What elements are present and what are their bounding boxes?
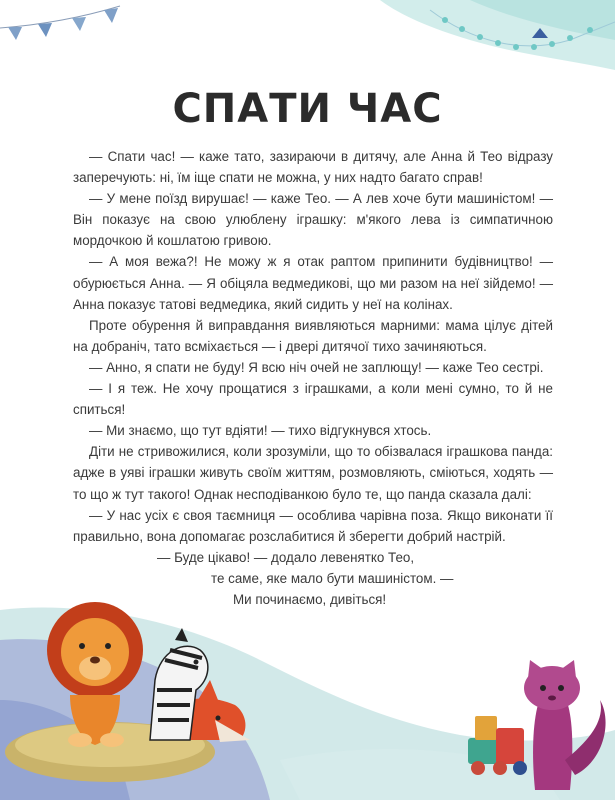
closing-line-2: те саме, яке мало бути машиністом. — xyxy=(211,570,454,586)
toy-train-icon xyxy=(468,716,527,775)
closing-line-1: — Буде цікаво! — додало левенятко Тео, xyxy=(157,549,415,565)
paragraph-4: Проте обурення й виправдання виявляються марними: мама цілує дітей на добраніч, тато всміхається — і двері дитячої тихо зачиняються. xyxy=(73,317,553,354)
paragraph-2: — У мене поїзд вирушає! — каже Тео. — А лев хоче бути машиністом! — Він показує на свою улюблену іграшку: м'якого лева із симпатичною мордочкою й кошлатою гривою. xyxy=(73,191,553,249)
paragraph-9: — У нас усіх є своя таємниця — особлива чарівна поза. Якщо виконати її правильно, вона допомагає розслабитися й зберегти добрий настрій. xyxy=(73,507,553,544)
paragraph-8: Діти не стривожилися, коли зрозуміли, що то обізвалася іграшкова панда: адже в уяві іграшки живуть своїм життям, розмовляють, сміються, ходять — то що ж тут такого! Однак несподіванкою було те, що панда сказала далі: xyxy=(73,444,553,502)
closing-line-3: Ми починаємо, дивіться! xyxy=(233,591,387,607)
paragraph-1: — Спати час! — каже тато, зазираючи в дитячу, але Анна й Тео відразу заперечують: ні, їм іще спати не можна, у них надто багато справ! xyxy=(73,149,553,186)
bunting-garland-left xyxy=(0,6,120,40)
paragraph-6: — І я теж. Не хочу прощатися з іграшками, а коли мені сумно, то й не спиться! xyxy=(73,381,553,418)
top-wash xyxy=(380,0,615,70)
page-title: СПАТИ ЧАС xyxy=(172,86,443,132)
paragraph-3: — А моя вежа?! Не можу ж я отак раптом припинити будівництво! — обурюється Анна. — Я обіцяла ведмедикові, що ми разом на неї зійдемо! — Анна показує татові ведмедика, який сидить у неї на колінах. xyxy=(73,254,553,312)
story-text xyxy=(73,146,553,610)
paragraph-5: — Анно, я спати не буду! Я всю ніч очей не заплющу! — каже Тео сестрі. xyxy=(89,359,544,375)
paragraph-7: — Ми знаємо, що тут вдіяти! — тихо відгукнувся хтось. xyxy=(89,423,432,439)
